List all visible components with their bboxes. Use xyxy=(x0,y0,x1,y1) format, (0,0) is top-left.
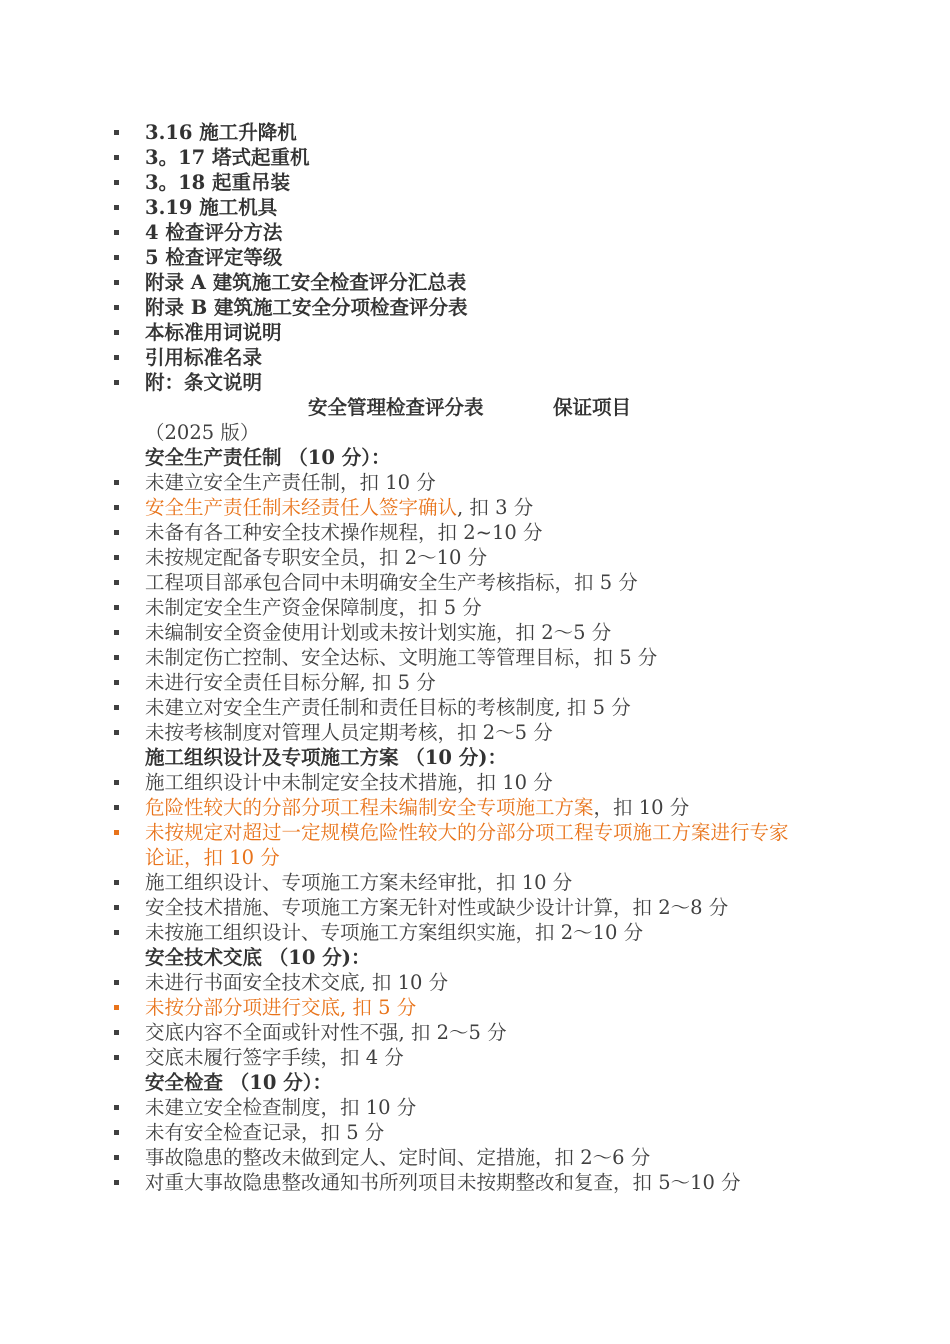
toc-item xyxy=(112,195,812,220)
criterion-text: 施工组织设计中未制定安全技术措施，扣 10 分 xyxy=(145,771,553,794)
bullet-icon xyxy=(114,680,119,685)
bullet-icon xyxy=(114,730,119,735)
criterion-item xyxy=(112,645,812,670)
criterion-item xyxy=(112,870,812,895)
bullet-icon xyxy=(114,330,119,335)
toc-item xyxy=(112,320,812,345)
bullet-icon xyxy=(114,805,119,810)
toc-item-label: 3.19 施工机具 xyxy=(145,196,278,219)
bullet-icon xyxy=(114,1155,119,1160)
criterion-item xyxy=(112,470,812,495)
criterion-text: 未编制安全资金使用计划或未按计划实施，扣 2～5 分 xyxy=(145,621,612,644)
bullet-icon xyxy=(114,255,119,260)
criterion-text: 未按施工组织设计、专项施工方案组织实施，扣 2～10 分 xyxy=(145,921,644,944)
toc-item xyxy=(112,295,812,320)
toc-item xyxy=(112,170,812,195)
bullet-icon xyxy=(114,155,119,160)
criterion-text: 施工组织设计、专项施工方案未经审批，扣 10 分 xyxy=(145,871,573,894)
criterion-item xyxy=(112,545,812,570)
criterion-item xyxy=(112,620,812,645)
criterion-item xyxy=(112,1045,812,1070)
toc-item xyxy=(112,270,812,295)
criterion-highlight: 危险性较大的分部分项工程未编制安全专项施工方案 xyxy=(145,796,594,819)
criterion-item xyxy=(112,995,812,1020)
section-heading: 安全技术交底 （10 分)： xyxy=(145,946,371,969)
criterion-text: 未进行安全责任目标分解, 扣 5 分 xyxy=(145,671,436,694)
criterion-text: 未进行书面安全技术交底, 扣 10 分 xyxy=(145,971,449,994)
toc-item xyxy=(112,145,812,170)
bullet-icon xyxy=(114,705,119,710)
criterion-text: 未按考核制度对管理人员定期考核，扣 2～5 分 xyxy=(145,721,553,744)
bullet-icon xyxy=(114,605,119,610)
criterion-text: 未建立安全检查制度，扣 10 分 xyxy=(145,1096,417,1119)
edition-label: （2025 版） xyxy=(145,421,260,444)
toc-item-label: 3。18 起重吊装 xyxy=(145,171,290,194)
criterion-text: 未按规定对超过一定规模危险性较大的分部分项工程专项施工方案进行专家论证，扣 10 分 xyxy=(145,821,789,869)
bullet-icon xyxy=(114,305,119,310)
sections xyxy=(112,445,812,1195)
bullet-icon xyxy=(114,980,119,985)
table-subtitle: 保证项目 xyxy=(553,396,632,419)
bullet-icon xyxy=(114,280,119,285)
bullet-icon xyxy=(114,505,119,510)
bullet-icon xyxy=(114,905,119,910)
criterion-item xyxy=(112,895,812,920)
bullet-icon xyxy=(114,780,119,785)
bullet-icon xyxy=(114,930,119,935)
toc-item xyxy=(112,120,812,145)
criterion-item xyxy=(112,1095,812,1120)
criterion-item xyxy=(112,595,812,620)
bullet-icon xyxy=(114,1180,119,1185)
criterion-item xyxy=(112,495,812,520)
criterion-item xyxy=(112,770,812,795)
criterion-text: 交底未履行签字手续，扣 4 分 xyxy=(145,1046,404,1069)
table-title: 安全管理检查评分表 xyxy=(308,396,484,419)
table-title-row xyxy=(112,395,812,420)
criterion-text: 未制定伤亡控制、安全达标、文明施工等管理目标，扣 5 分 xyxy=(145,646,658,669)
toc-item-label: 本标准用词说明 xyxy=(145,321,282,344)
section-heading: 安全检查 （10 分）： xyxy=(145,1071,332,1094)
criterion-rest: ，扣 10 分 xyxy=(593,796,690,819)
section-heading: 施工组织设计及专项施工方案 （10 分)： xyxy=(145,746,507,769)
bullet-icon xyxy=(114,355,119,360)
bullet-icon xyxy=(114,1055,119,1060)
criterion-item xyxy=(112,1145,812,1170)
criterion-item xyxy=(112,695,812,720)
criterion-item xyxy=(112,520,812,545)
criterion-item xyxy=(112,720,812,745)
criterion-text: 未备有各工种安全技术操作规程，扣 2~10 分 xyxy=(145,521,543,544)
criterion-text: 未制定安全生产资金保障制度，扣 5 分 xyxy=(145,596,482,619)
bullet-icon xyxy=(114,880,119,885)
criterion-text: 事故隐患的整改未做到定人、定时间、定措施，扣 2～6 分 xyxy=(145,1146,651,1169)
bullet-icon xyxy=(114,530,119,535)
bullet-icon xyxy=(114,830,119,835)
section-heading: 安全生产责任制 （10 分）： xyxy=(145,446,391,469)
criterion-text: 交底内容不全面或针对性不强, 扣 2～5 分 xyxy=(145,1021,507,1044)
bullet-icon xyxy=(114,555,119,560)
toc-item-label: 5 检查评定等级 xyxy=(145,246,283,269)
criterion-text: 未建立对安全生产责任制和责任目标的考核制度, 扣 5 分 xyxy=(145,696,631,719)
criterion-text: 工程项目部承包合同中未明确安全生产考核指标，扣 5 分 xyxy=(145,571,638,594)
bullet-icon xyxy=(114,380,119,385)
criterion-item xyxy=(112,570,812,595)
criterion-item xyxy=(112,920,812,945)
bullet-icon xyxy=(114,130,119,135)
criterion-item xyxy=(112,1020,812,1045)
bullet-icon xyxy=(114,180,119,185)
bullet-icon xyxy=(114,1130,119,1135)
bullet-icon xyxy=(114,630,119,635)
criterion-text: 未建立安全生产责任制，扣 10 分 xyxy=(145,471,436,494)
criterion-text: 未按规定配备专职安全员，扣 2～10 分 xyxy=(145,546,488,569)
criterion-highlight: 安全生产责任制未经责任人签字确认 xyxy=(145,496,458,519)
document-body xyxy=(112,120,812,1195)
toc-item-label: 引用标准名录 xyxy=(145,346,263,369)
toc-item-label: 3.16 施工升降机 xyxy=(145,121,297,144)
criterion-rest: , 扣 3 分 xyxy=(457,496,534,519)
bullet-icon xyxy=(114,655,119,660)
toc-item xyxy=(112,245,812,270)
toc-item xyxy=(112,220,812,245)
toc-item xyxy=(112,345,812,370)
criterion-item xyxy=(112,795,812,820)
criterion-item xyxy=(112,970,812,995)
toc-item-label: 附：条文说明 xyxy=(145,371,263,394)
criterion-text: 对重大事故隐患整改通知书所列项目未按期整改和复查，扣 5～10 分 xyxy=(145,1171,741,1194)
toc-list xyxy=(112,120,812,395)
toc-item-label: 4 检查评分方法 xyxy=(145,221,283,244)
criterion-item xyxy=(112,1170,805,1195)
toc-item-label: 附录 B 建筑施工安全分项检查评分表 xyxy=(145,296,468,319)
criterion-item xyxy=(112,1120,812,1145)
criterion-item xyxy=(112,820,805,870)
bullet-icon xyxy=(114,205,119,210)
bullet-icon xyxy=(114,1030,119,1035)
bullet-icon xyxy=(114,1005,119,1010)
toc-item xyxy=(112,370,812,395)
toc-item-label: 附录 A 建筑施工安全检查评分汇总表 xyxy=(145,271,467,294)
bullet-icon xyxy=(114,480,119,485)
toc-item-label: 3。17 塔式起重机 xyxy=(145,146,310,169)
bullet-icon xyxy=(114,230,119,235)
bullet-icon xyxy=(114,1105,119,1110)
criterion-text: 安全技术措施、专项施工方案无针对性或缺少设计计算，扣 2～8 分 xyxy=(145,896,729,919)
criterion-text: 未有安全检查记录，扣 5 分 xyxy=(145,1121,385,1144)
criterion-item xyxy=(112,670,812,695)
criterion-text: 未按分部分项进行交底, 扣 5 分 xyxy=(145,996,417,1019)
bullet-icon xyxy=(114,580,119,585)
